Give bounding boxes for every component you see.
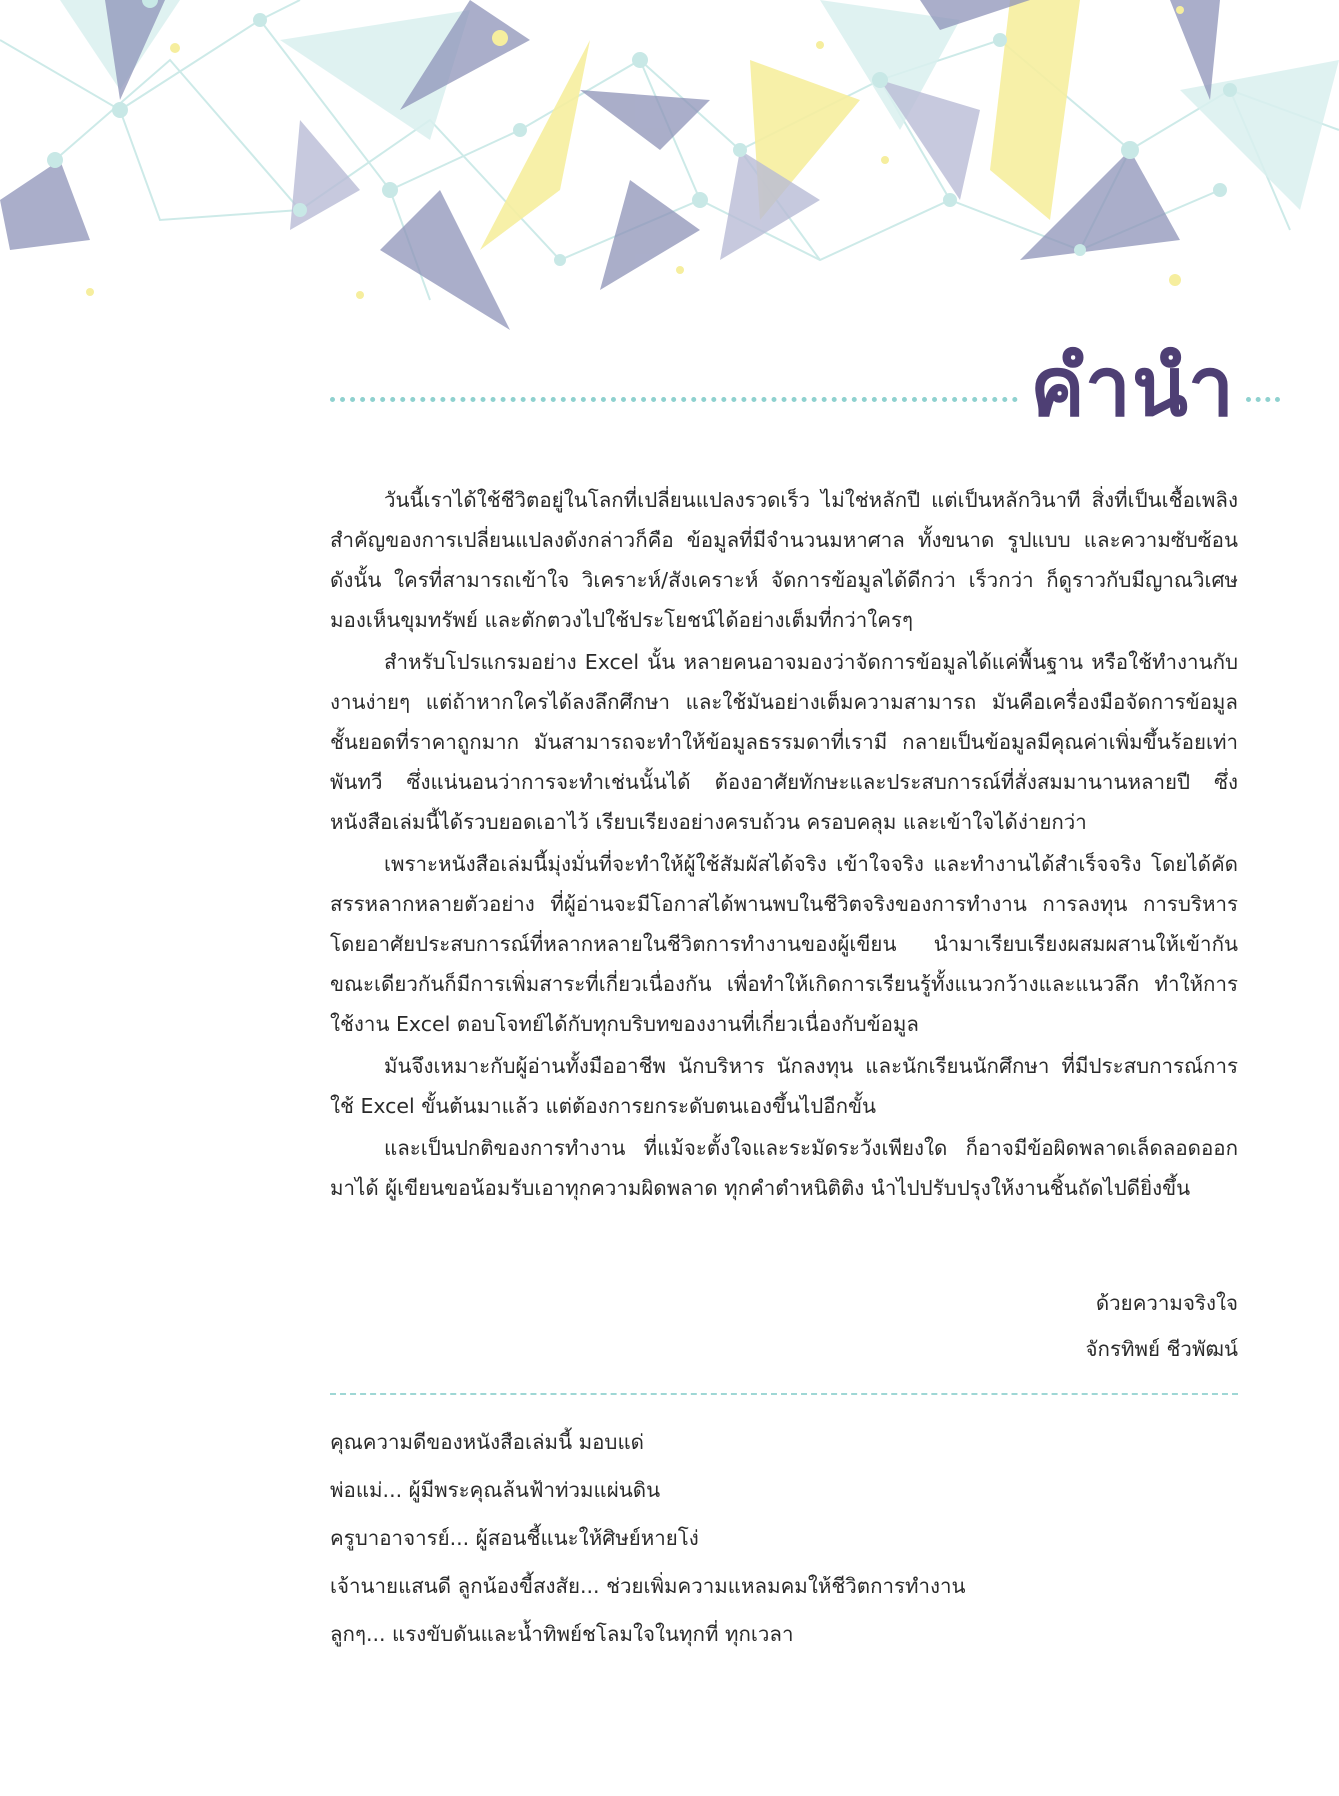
dedication-line: พ่อแม่... ผู้มีพระคุณล้นฟ้าท่วมแผ่นดิน (330, 1478, 661, 1502)
decorative-banner (0, 0, 1339, 340)
signature-author: จักรทิพย์ ชีวพัฒน์ (1085, 1337, 1238, 1361)
preface-body (330, 480, 1238, 1210)
heading-dotted-line-left (330, 397, 1018, 402)
section-divider (330, 1393, 1238, 1395)
dedication-block (330, 1418, 1238, 1658)
paragraph: สำหรับโปรแกรมอย่าง Excel นั้น หลายคนอาจมองว่าจัดการข้อมูลได้แค่พื้นฐาน หรือใช้ทำงานกับงานง่ายๆ แต่ถ้าหากใครได้ลงลึกศึกษา และใช้มันอย่างเต็มความสามารถ มันคือเครื่องมือจัดการข้อมูลชั้นยอดที่ราคาถูกมาก มันสามารถจะทำให้ข้อมูลธรรมดาที่เรามี กลายเป็นข้อมูลมีคุณค่าเพิ่มขึ้นร้อยเท่าพันทวี ซึ่งแน่นอนว่าการจะทำเช่นนั้นได้ ต้องอาศัยทักษะและประสบการณ์ที่สั่งสมมานานหลายปี ซึ่งหนังสือเล่มนี้ได้รวบยอดเอาไว้ เรียบเรียงอย่างครบถ้วน ครอบคลุม และเข้าใจได้ง่ายกว่า (330, 650, 1238, 834)
signature-block (900, 1280, 1238, 1372)
paragraph: และเป็นปกติของการทำงาน ที่แม้จะตั้งใจและระมัดระวังเพียงใด ก็อาจมีข้อผิดพลาดเล็ดลอดออกมาได้ ผู้เขียนขอน้อมรับเอาทุกความผิดพลาด ทุกคำตำหนิติติง นำไปปรับปรุงให้งานชิ้นถัดไปดียิ่งขึ้น (330, 1136, 1238, 1200)
page-title: คำนำ (1030, 340, 1235, 435)
dedication-line: ลูกๆ... แรงขับดันและน้ำทิพย์ชโลมใจในทุกที่ ทุกเวลา (330, 1622, 794, 1646)
dedication-line: คุณความดีของหนังสือเล่มนี้ มอบแด่ (330, 1430, 644, 1454)
dedication-line: เจ้านายแสนดี ลูกน้องขี้สงสัย... ช่วยเพิ่มความแหลมคมให้ชีวิตการทำงาน (330, 1574, 966, 1598)
heading-dotted-line-right (1246, 397, 1280, 402)
paragraph: มันจึงเหมาะกับผู้อ่านทั้งมืออาชีพ นักบริหาร นักลงทุน และนักเรียนนักศึกษา ที่มีประสบการณ์การใช้ Excel ขั้นต้นมาแล้ว แต่ต้องการยกระดับตนเองขึ้นไปอีกขั้น (330, 1054, 1238, 1118)
heading-block (330, 340, 1280, 440)
paragraph: วันนี้เราได้ใช้ชีวิตอยู่ในโลกที่เปลี่ยนแปลงรวดเร็ว ไม่ใช่หลักปี แต่เป็นหลักวินาที สิ่งที่เป็นเชื้อเพลิงสำคัญของการเปลี่ยนแปลงดังกล่าวก็คือ ข้อมูลที่มีจำนวนมหาศาล ทั้งขนาด รูปแบบ และความซับซ้อน ดังนั้น ใครที่สามารถเข้าใจ วิเคราะห์/สังเคราะห์ จัดการข้อมูลได้ดีกว่า เร็วกว่า ก็ดูราวกับมีญาณวิเศษมองเห็นขุมทรัพย์ และตักตวงไปใช้ประโยชน์ได้อย่างเต็มที่กว่าใครๆ (330, 488, 1238, 632)
paragraph: เพราะหนังสือเล่มนี้มุ่งมั่นที่จะทำให้ผู้ใช้สัมผัสได้จริง เข้าใจจริง และทำงานได้สำเร็จจริง โดยได้คัดสรรหลากหลายตัวอย่าง ที่ผู้อ่านจะมีโอกาสได้พานพบในชีวิตจริงของการทำงาน การลงทุน การบริหาร โดยอาศัยประสบการณ์ที่หลากหลายในชีวิตการทำงานของผู้เขียน นำมาเรียบเรียงผสมผสานให้เข้ากัน ขณะเดียวกันก็มีการเพิ่มสาระที่เกี่ยวเนื่องกัน เพื่อทำให้เกิดการเรียนรู้ทั้งแนวกว้างและแนวลึก ทำให้การใช้งาน Excel ตอบโจทย์ได้กับทุกบริบทของงานที่เกี่ยวเนื่องกับข้อมูล (330, 852, 1238, 1036)
dedication-line: ครูบาอาจารย์... ผู้สอนชี้แนะให้ศิษย์หายโง่ (330, 1526, 699, 1550)
signature-closing: ด้วยความจริงใจ (1095, 1291, 1238, 1315)
